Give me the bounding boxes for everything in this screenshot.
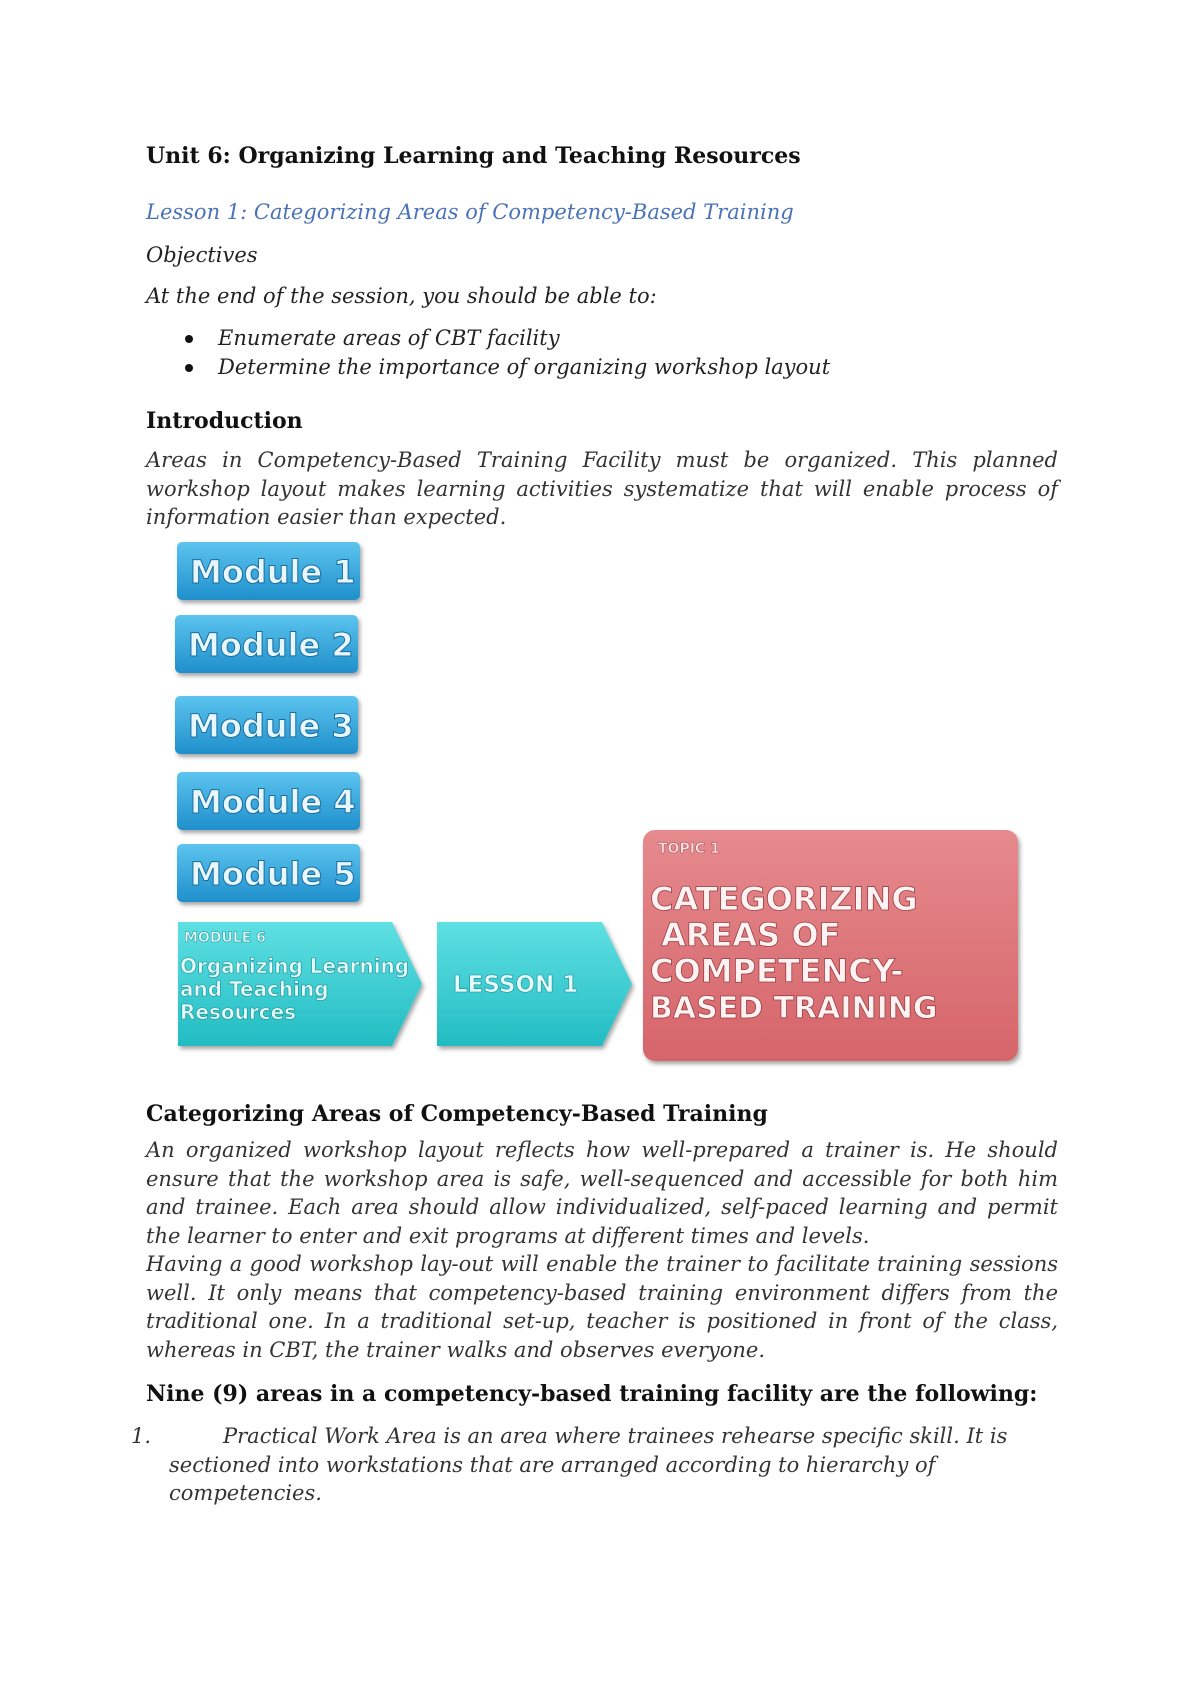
bullet-icon	[185, 335, 193, 343]
lesson-1-arrow	[437, 922, 632, 1046]
section-paragraph-1: An organized workshop layout reflects how well-prepared a trainer is. He should ensure that the workshop area is safe, well-sequenced and accessible for both him and trainee. Each area should allow individualized, self-paced learning and permit the learner to enter and exit programs at different times and levels.	[146, 1138, 1058, 1248]
module-diagram	[170, 536, 1030, 1076]
module-box-4	[177, 772, 360, 830]
objective-item: Determine the importance of organizing workshop layout	[146, 353, 830, 382]
svg-text:Module 2: Module 2	[188, 626, 354, 664]
svg-text:Module 5: Module 5	[190, 855, 356, 893]
topic-1-box	[643, 830, 1018, 1061]
bullet-icon	[185, 364, 193, 372]
objective-item: Enumerate areas of CBT facility	[146, 324, 830, 353]
svg-text:AREAS OF: AREAS OF	[650, 916, 841, 954]
nine-areas-heading: Nine (9) areas in a competency-based training facility are the following:	[146, 1381, 1038, 1407]
svg-text:Resources: Resources	[180, 1000, 297, 1024]
svg-text:Organizing Learning: Organizing Learning	[180, 954, 410, 978]
section-paragraph-2: Having a good workshop lay-out will enable the trainer to facilitate training sessions well. It only means that competency-based training environment differs from the traditional one. In a traditional set-up, teacher is positioned in front of the class, whereas in CBT, the trainer walks and observes everyone.	[146, 1252, 1058, 1362]
objectives-list	[146, 324, 830, 382]
svg-text:LESSON 1: LESSON 1	[453, 972, 579, 998]
module-box-1	[177, 542, 360, 600]
introduction-text: Areas in Competency-Based Training Facility must be organized. This planned workshop layout makes learning activities systematize that will enable process of information easier than expected.	[146, 448, 1058, 529]
list-number: 1.	[131, 1424, 152, 1448]
objectives-label: Objectives	[146, 243, 258, 267]
area-list-item	[131, 1422, 1058, 1508]
module-box-3	[175, 696, 358, 754]
introduction-heading: Introduction	[146, 408, 303, 434]
area-text: Practical Work Area is an area where trainees rehearse specific skill. It is sectioned into workstations that are arranged according to hierarchy of competencies.	[169, 1424, 1008, 1505]
module-box-2	[175, 615, 358, 673]
svg-text:MODULE 6: MODULE 6	[184, 930, 266, 946]
svg-text:CATEGORIZING: CATEGORIZING	[650, 880, 918, 918]
objectives-intro: At the end of the session, you should be able to:	[146, 284, 657, 308]
svg-text:BASED TRAINING: BASED TRAINING	[650, 991, 938, 1026]
section-heading: Categorizing Areas of Competency-Based Training	[146, 1101, 768, 1127]
lesson-title: Lesson 1: Categorizing Areas of Competency-Based Training	[146, 200, 794, 224]
svg-text:COMPETENCY-: COMPETENCY-	[650, 952, 904, 990]
module-6-arrow	[178, 922, 422, 1046]
svg-text:TOPIC 1: TOPIC 1	[658, 841, 720, 857]
svg-text:and Teaching: and Teaching	[180, 977, 329, 1001]
unit-title: Unit 6: Organizing Learning and Teaching Resources	[146, 143, 801, 169]
svg-text:Module 1: Module 1	[190, 553, 356, 591]
module-box-5	[177, 844, 360, 902]
svg-text:Module 4: Module 4	[190, 783, 356, 821]
svg-text:Module 3: Module 3	[188, 707, 354, 745]
